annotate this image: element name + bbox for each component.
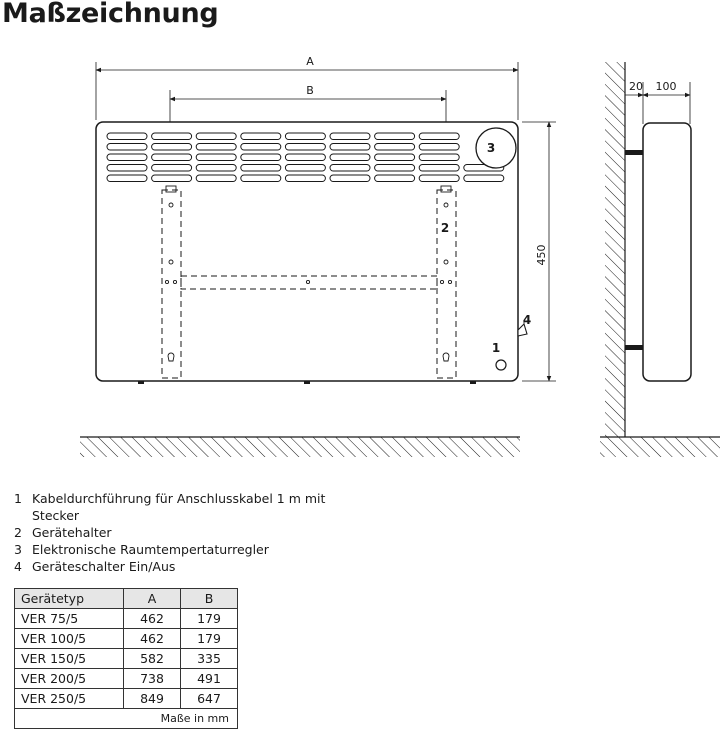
dimension-a-label: A (306, 55, 314, 68)
legend-item (14, 490, 352, 524)
table-row (15, 689, 238, 709)
grille-slot (375, 165, 415, 172)
grille-slot (419, 175, 459, 182)
cell-a: 849 (124, 689, 181, 709)
grille-slot (375, 154, 415, 161)
grille-slot (241, 133, 281, 140)
grille-slot (196, 144, 236, 151)
grille-slot (196, 133, 236, 140)
cell-a: 582 (124, 649, 181, 669)
grille-slot (241, 154, 281, 161)
grille-slot (196, 154, 236, 161)
grille-slot (241, 144, 281, 151)
header-b: B (181, 589, 238, 609)
cell-b: 647 (181, 689, 238, 709)
cell-b: 179 (181, 609, 238, 629)
cell-type: VER 75/5 (15, 609, 124, 629)
wall-side-view (605, 62, 625, 437)
unit-note: Maße in mm (15, 709, 238, 729)
cell-type: VER 250/5 (15, 689, 124, 709)
dimension-wall-gap (625, 80, 690, 124)
grille-slot (419, 165, 459, 172)
callout-1: 1 (491, 341, 501, 355)
grille-slot (107, 154, 147, 161)
grille-slot (375, 175, 415, 182)
grille-slot (241, 165, 281, 172)
cell-type: VER 150/5 (15, 649, 124, 669)
grille-slot (330, 154, 370, 161)
page-title: Maßzeichnung (2, 0, 219, 29)
dimension-b-label: B (306, 84, 314, 97)
grille-slot (285, 133, 325, 140)
header-a: A (124, 589, 181, 609)
grille-slot (107, 133, 147, 140)
grille-slot (330, 144, 370, 151)
grille-slot (107, 144, 147, 151)
grille-slot (152, 175, 192, 182)
grille-slot (419, 154, 459, 161)
legend-number: 2 (14, 525, 22, 540)
cell-a: 738 (124, 669, 181, 689)
grille-slot (285, 154, 325, 161)
legend-item (14, 558, 352, 575)
heater-side-view (625, 123, 691, 381)
grille-slot (330, 175, 370, 182)
legend-text: Kabeldurchführung für Anschlusskabel 1 m mit Stecker (32, 491, 326, 523)
grille-slot (196, 165, 236, 172)
grille-slot (241, 175, 281, 182)
grille-slot (419, 133, 459, 140)
callout-4: 4 (522, 313, 532, 327)
grille-slot (330, 133, 370, 140)
table-row (15, 629, 238, 649)
cell-a: 462 (124, 629, 181, 649)
callout-3: 3 (486, 141, 496, 155)
grille-slot (330, 165, 370, 172)
legend-text: Gerätehalter (32, 525, 112, 540)
grille-slot (419, 144, 459, 151)
grille-slot (152, 133, 192, 140)
grille-slot (152, 165, 192, 172)
legend-number: 3 (14, 542, 22, 557)
cell-b: 335 (181, 649, 238, 669)
table-row (15, 649, 238, 669)
legend-text: Elektronische Raumtempertaturregler (32, 542, 269, 557)
table-header-row (15, 589, 238, 609)
callout-2: 2 (440, 221, 450, 235)
floor-hatching (80, 437, 720, 457)
cell-a: 462 (124, 609, 181, 629)
dimension-height (522, 122, 556, 381)
cell-type: VER 200/5 (15, 669, 124, 689)
grille-slot (375, 133, 415, 140)
grille-slot (107, 175, 147, 182)
grille-slot (285, 175, 325, 182)
legend-item (14, 524, 352, 541)
grille-slot (285, 144, 325, 151)
table-row (15, 609, 238, 629)
grille-slot (152, 144, 192, 151)
spec-table (14, 588, 238, 729)
cable-inlet (496, 360, 506, 370)
grille-slot (196, 175, 236, 182)
dimension-wall-gap-label: 20 (629, 80, 643, 93)
cell-b: 179 (181, 629, 238, 649)
heater-front-view (96, 122, 527, 384)
cell-type: VER 100/5 (15, 629, 124, 649)
legend-number: 1 (14, 491, 22, 506)
legend-number: 4 (14, 559, 22, 574)
grille-slot (375, 144, 415, 151)
grille-slot (152, 154, 192, 161)
header-device-type: Gerätetyp (15, 589, 124, 609)
dimension-depth-label: 100 (655, 80, 677, 93)
legend-text: Geräteschalter Ein/Aus (32, 559, 176, 574)
dimension-height-label: 450 (535, 244, 548, 266)
grille-slot (107, 165, 147, 172)
table-unit-row (15, 709, 238, 729)
cell-b: 491 (181, 669, 238, 689)
grille-slot (285, 165, 325, 172)
legend (14, 490, 352, 575)
table-row (15, 669, 238, 689)
grille-slot (464, 175, 504, 182)
legend-item (14, 541, 352, 558)
thermostat-knob (476, 128, 516, 168)
